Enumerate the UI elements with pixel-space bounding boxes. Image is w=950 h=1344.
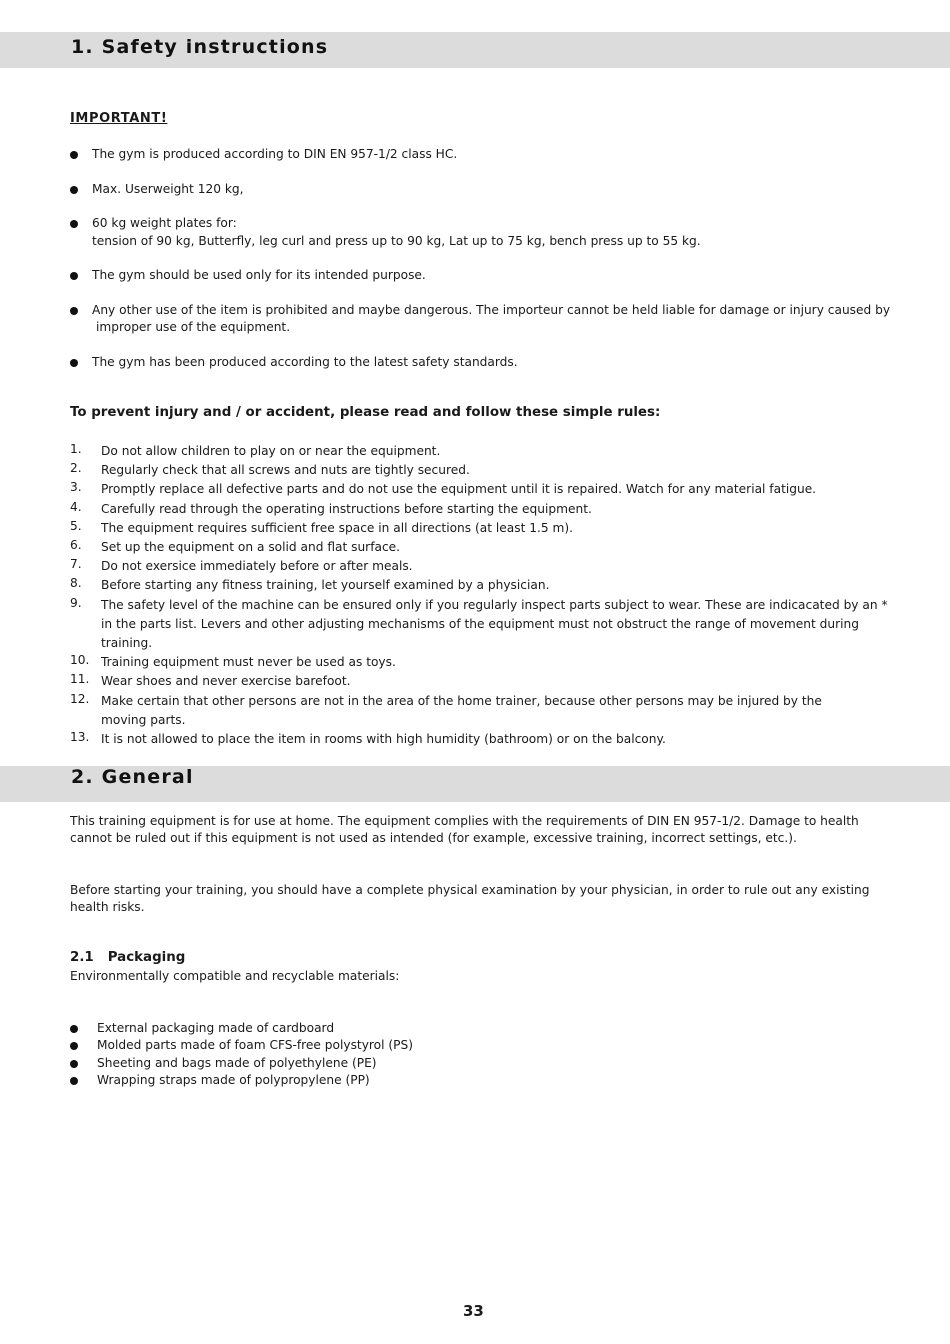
rule-text: Before starting any fitness training, let yourself examined by a physician. — [101, 578, 550, 593]
section-1-title: 1. Safety instructions — [71, 36, 329, 58]
general-paragraph-1-line-2: cannot be ruled out if this equipment is not used as intended (for example, excessive training, incorrect settings, etc.). — [70, 831, 797, 845]
rule-text: The equipment requires sufficient free space in all directions (at least 1.5 m). — [101, 520, 573, 535]
rule-text: Training equipment must never be used as toys. — [101, 655, 396, 670]
rule-text: Make certain that other persons are not in the area of the home trainer, because other persons may be injured by the — [101, 693, 822, 708]
rule-text-continued: moving parts. — [101, 712, 186, 727]
rules-heading: To prevent injury and / or accident, please read and follow these simple rules: — [70, 405, 661, 420]
section-2-header — [0, 766, 950, 802]
bullet-text-continued: tension of 90 kg, Butterfly, leg curl and press up to 90 kg, Lat up to 75 kg, bench press up to 55 kg. — [92, 234, 701, 248]
bullet-text: The gym is produced according to DIN EN 957-1/2 class HC. — [92, 147, 458, 161]
page-number: 33 — [463, 1302, 484, 1320]
bullet-icon — [70, 307, 78, 315]
bullet-text-continued: improper use of the equipment. — [96, 320, 291, 334]
bullet-text: The gym has been produced according to the latest safety standards. — [92, 355, 518, 369]
rule-number: 5. — [70, 518, 82, 533]
bullet-text: Any other use of the item is prohibited and maybe dangerous. The importeur cannot be held liable for damage or injury caused by — [92, 303, 891, 317]
rule-text: It is not allowed to place the item in rooms with high humidity (bathroom) or on the balcony. — [101, 732, 666, 746]
general-paragraph-2-line-1: Before starting your training, you should have a complete physical examination by your physician, in order to rule out any existing — [70, 883, 870, 897]
rule-number: 2. — [70, 461, 82, 476]
bullet-icon — [70, 151, 78, 159]
bullet-icon — [70, 220, 78, 228]
rule-text-continued: in the parts list. Levers and other adjusting mechanisms of the equipment must not obstruct the range of movement during — [101, 616, 859, 631]
rule-number: 8. — [70, 576, 82, 591]
bullet-icon — [70, 1060, 78, 1068]
rule-text: Wear shoes and never exercise barefoot. — [101, 674, 351, 689]
packaging-heading: 2.1 Packaging — [70, 950, 186, 965]
rule-text: Regularly check that all screws and nuts are tightly secured. — [101, 463, 470, 478]
bullet-icon — [70, 186, 78, 194]
rule-number: 4. — [70, 499, 82, 514]
rule-text: Do not exersice immediately before or after meals. — [101, 559, 413, 574]
bullet-icon — [70, 359, 78, 367]
rule-number: 3. — [70, 480, 82, 495]
packaging-item: Wrapping straps made of polypropylene (PP) — [97, 1073, 370, 1087]
rule-text: Promptly replace all defective parts and do not use the equipment until it is repaired. Watch for any material fatigue. — [101, 482, 817, 497]
bullet-icon — [70, 1077, 78, 1085]
bullet-text: Max. Userweight 120 kg, — [92, 182, 244, 196]
packaging-item: Molded parts made of foam CFS-free polystyrol (PS) — [97, 1038, 413, 1052]
rule-number: 6. — [70, 538, 82, 552]
packaging-item: Sheeting and bags made of polyethylene (PE) — [97, 1056, 377, 1070]
section-1-header — [0, 32, 950, 68]
important-label: IMPORTANT! — [70, 111, 168, 126]
rule-text: The safety level of the machine can be ensured only if you regularly inspect parts subject to wear. These are indicacated by an * — [101, 597, 888, 612]
general-paragraph-1-line-1: This training equipment is for use at home. The equipment complies with the requirements of DIN EN 957-1/2. Damage to health — [70, 814, 859, 828]
rule-text: Do not allow children to play on or near the equipment. — [101, 444, 441, 458]
bullet-text: The gym should be used only for its intended purpose. — [92, 268, 426, 282]
general-paragraph-2-line-2: health risks. — [70, 900, 145, 914]
rule-text-continued: training. — [101, 636, 153, 650]
bullet-text: 60 kg weight plates for: — [92, 216, 237, 230]
rule-number: 7. — [70, 557, 82, 572]
rule-text: Carefully read through the operating instructions before starting the equipment. — [101, 501, 592, 516]
bullet-icon — [70, 1025, 78, 1033]
bullet-icon — [70, 272, 78, 280]
bullet-icon — [70, 1042, 78, 1050]
rule-number: 11. — [70, 672, 90, 687]
section-2-title: 2. General — [71, 766, 194, 788]
rule-text: Set up the equipment on a solid and flat surface. — [101, 540, 401, 554]
packaging-intro: Environmentally compatible and recyclable materials: — [70, 969, 400, 983]
rule-number: 9. — [70, 595, 82, 610]
rule-number: 13. — [70, 730, 90, 744]
rule-number: 12. — [70, 691, 90, 706]
rule-number: 1. — [70, 442, 82, 456]
packaging-item: External packaging made of cardboard — [97, 1021, 335, 1035]
rule-number: 10. — [70, 653, 90, 668]
